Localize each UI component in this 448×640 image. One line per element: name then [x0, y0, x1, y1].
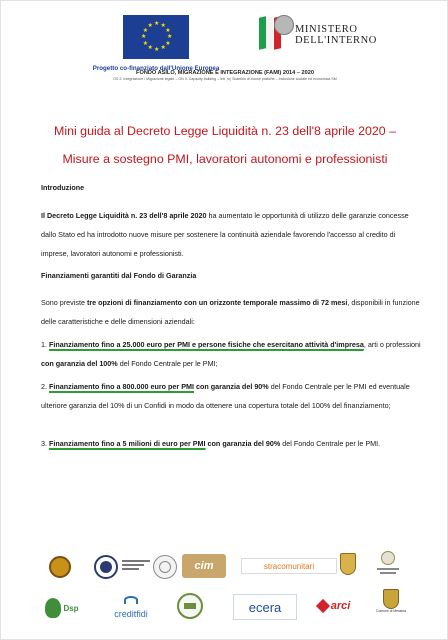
- intro-decree-name: Il Decreto Legge Liquidità n. 23 dell'8 aprile 2020: [41, 211, 207, 220]
- dsp-label: Dsp: [63, 603, 79, 613]
- comune-label: Comune di Messina: [376, 609, 406, 613]
- creditfidi-logo: [105, 596, 157, 620]
- item-number: 2.: [41, 382, 49, 391]
- star-icon: [316, 599, 330, 613]
- dsp-logo: [41, 595, 83, 621]
- item-underlined: Finanziamento fino a 800.000 euro per PMI: [49, 382, 194, 391]
- arci-label: arci: [330, 600, 351, 612]
- ministry-line2: DELL'INTERNO: [295, 35, 377, 46]
- eu-cofunding-block: [85, 15, 227, 72]
- fami-subtitle: OS 2. Integrazione / Migrazione legale – ON 3. Capacity building – lett. m) Scambio di buone pratiche – Inclusione sociale ed economica SM: [113, 77, 337, 81]
- arci-logo: [314, 592, 354, 620]
- regional-emblem-icon: [377, 551, 399, 579]
- ministry-logo: [259, 17, 379, 57]
- intro-heading: Introduzione: [41, 183, 85, 192]
- item-bold: con garanzia del 90%: [207, 439, 281, 448]
- eu-star-icon: ★: [167, 34, 173, 40]
- creditfidi-label: creditfidi: [114, 609, 148, 619]
- tree-icon: [45, 598, 61, 618]
- university-name-text-icon: [122, 558, 150, 576]
- university-logo-icon: [94, 555, 118, 579]
- comune-di-messina-logo: [375, 589, 407, 625]
- fund-text-start: Sono previste: [41, 298, 87, 307]
- ministry-line1: MINISTERO: [295, 24, 358, 35]
- document-title-line1: Mini guida al Decreto Legge Liquidità n. 23 dell'8 aprile 2020 –: [54, 124, 396, 138]
- eu-star-icon: ★: [141, 34, 147, 40]
- eu-star-icon: ★: [160, 45, 166, 52]
- partner-logo-seal-icon: [49, 556, 71, 578]
- city-crest-icon: [383, 589, 399, 609]
- item-number: 1.: [41, 340, 49, 349]
- ecera-logo: [233, 594, 297, 620]
- eu-star-icon: ★: [165, 27, 171, 34]
- eu-star-icon: ★: [154, 47, 160, 53]
- list-item: [41, 377, 421, 415]
- fund-text-bold: tre opzioni di finanziamento con un orizzonte temporale massimo di 72 mesi: [86, 298, 348, 307]
- round-badge-icon: [177, 593, 203, 619]
- cim-label: cim: [194, 560, 214, 572]
- stracomunitari-label: stracomunitari: [263, 561, 315, 571]
- document-title-line2: Misure a sostegno PMI, lavoratori autonomi e professionisti: [62, 152, 388, 166]
- eu-star-icon: ★: [142, 40, 149, 47]
- fund-heading: Finanziamenti garantiti dal Fondo di Garanzia: [41, 271, 197, 280]
- coat-of-arms-icon: [340, 553, 356, 575]
- eu-star-icon: ★: [147, 45, 153, 52]
- republic-emblem-icon: [274, 15, 294, 35]
- eu-flag-icon: [123, 15, 189, 59]
- item-underlined: Finanziamento fino a 25.000 euro per PMI e persone fisiche che esercitano attività d'impresa: [49, 340, 364, 349]
- fami-title: FONDO ASILO, MIGRAZIONE E INTEGRAZIONE (FAMI) 2014 – 2020: [136, 70, 314, 76]
- list-item: [41, 335, 421, 373]
- item-end: del Fondo Centrale per le PMI.: [280, 439, 381, 448]
- fund-paragraph: [41, 293, 421, 331]
- stracomunitari-logo: [241, 558, 337, 574]
- cim-logo: [182, 554, 226, 578]
- item-bold: con garanzia del 100%: [41, 359, 118, 368]
- item-end: del Fondo Centrale per le PMI;: [117, 359, 218, 368]
- chamber-seal-icon: [153, 555, 177, 579]
- eu-caption: Progetto co-finanziato dall'Unione Europea: [92, 65, 220, 72]
- eu-star-icon: ★: [160, 22, 166, 29]
- item-bold: con garanzia del 90%: [196, 382, 269, 391]
- eu-star-icon: ★: [147, 22, 153, 29]
- eu-star-icon: ★: [165, 40, 171, 47]
- item-number: 3.: [41, 439, 49, 448]
- ecera-label: ecera: [248, 599, 282, 615]
- eu-star-icon: ★: [154, 21, 160, 27]
- arc-icon: [124, 596, 138, 604]
- intro-paragraph: [41, 206, 421, 263]
- intro-text: ha aumentato le opportunità di utilizzo delle garanzie concesse dallo Stato ed ha introdotto nuove misure per sostenere la continuità aziendale favorendo l'accesso al credito di imprese, lavoratori autonomi e professionisti.: [41, 211, 409, 258]
- item-mid: , arti o professioni: [363, 340, 421, 349]
- ministry-name: [295, 24, 377, 46]
- list-item: [41, 434, 421, 453]
- item-underlined: Finanziamento fino a 5 milioni di euro per PMI: [49, 439, 206, 448]
- item-end: del Fondo Centrale per le PMI ed eventuale ulteriore garanzia del 10% di un Confidi in modo da ottenere una copertura totale del 100% del finanziamento;: [41, 382, 410, 410]
- fund-text-end: , disponibili in funzione delle caratteristiche e delle dimensioni aziendali:: [41, 298, 420, 326]
- eu-star-icon: ★: [142, 27, 149, 34]
